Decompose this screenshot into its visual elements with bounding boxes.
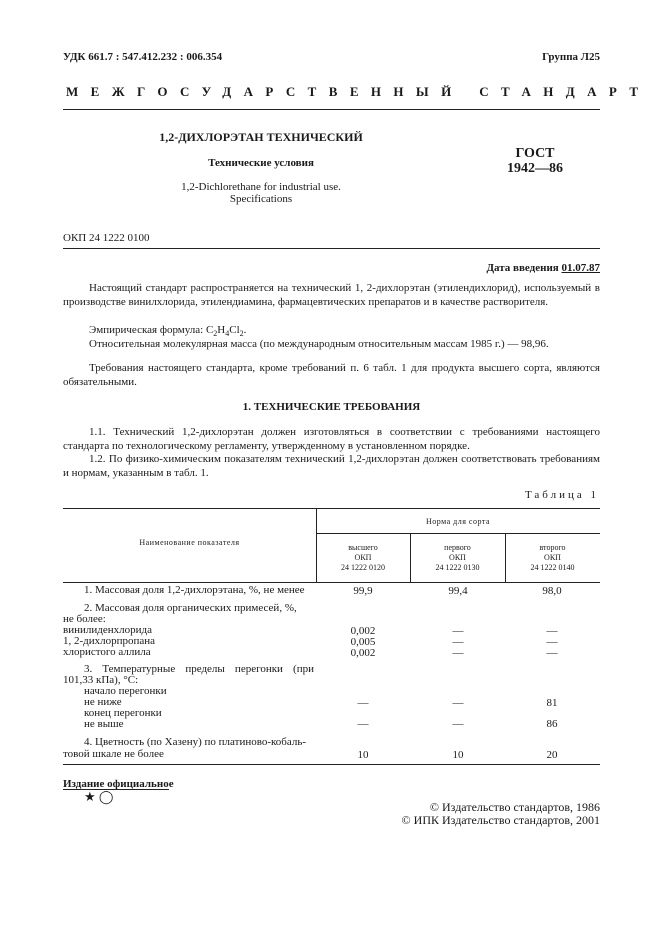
english-title-line2: Specifications [229, 193, 293, 205]
table-row-2b-second: — [546, 636, 558, 648]
grade-premium-okp-label: ОКП [354, 553, 372, 562]
table-row-3b-name: конец перегонки [84, 707, 162, 719]
table-row-4-first: 10 [452, 749, 464, 761]
table-row-2a-second: — [546, 625, 558, 637]
table-row-3b-cond: не выше [84, 718, 124, 730]
table-row-2-line1: 2. Массовая доля органических примесей, %, [84, 602, 297, 614]
official-edition-underline [63, 789, 169, 790]
document-title: 1,2-ДИХЛОРЭТАН ТЕХНИЧЕСКИЙ [159, 130, 363, 144]
date-label: Дата введения [486, 262, 559, 274]
table-row-2b-name: 1, 2-дихлорпропана [63, 635, 156, 647]
table-row-2a-premium: 0,002 [350, 625, 376, 637]
reprint-marks: ★ ◯ [84, 789, 114, 804]
formula-h: H [217, 324, 226, 336]
grade-second-header [505, 543, 600, 573]
date-value: 01.07.87 [561, 262, 600, 274]
grade-first-okp: 24 1222 0130 [435, 563, 480, 572]
section-heading: 1. ТЕХНИЧЕСКИЕ ТРЕБОВАНИЯ [242, 401, 421, 413]
table-row-3-line1: 3. Температурные пределы перегонки (при [84, 663, 314, 675]
grade-first-header [410, 543, 505, 573]
grade-premium-name: высшего [348, 543, 378, 552]
okp-code: ОКП 24 1222 0100 [63, 232, 150, 244]
document-subtitle: Технические условия [208, 157, 314, 169]
formula-c: C [205, 324, 214, 336]
title-rule [63, 248, 600, 249]
table-caption: Таблица 1 [524, 489, 599, 501]
table-row-2b-first: — [452, 636, 464, 648]
table-row-3a-second: 81 [546, 697, 558, 709]
formula-cl-sub: 2 [239, 329, 244, 339]
table-row-2c-name: хлористого аллила [63, 646, 151, 658]
table-header-name: Наименование показателя [139, 538, 240, 547]
copyright-1986: © Издательство стандартов, 1986 [429, 800, 600, 814]
grade-first-name: первого [444, 543, 471, 552]
grade-premium-okp: 24 1222 0120 [341, 563, 385, 572]
standard-banner: МЕЖГОСУДАРСТВЕННЫЙ СТАНДАРТ [66, 84, 651, 99]
table-row-1-second: 98,0 [542, 585, 562, 597]
molecular-mass-paragraph: Относительная молекулярная масса (по международным относительным массам 1985 г.) — 98,96. [89, 338, 549, 350]
table-row-3a-cond: не ниже [84, 696, 122, 708]
official-edition: Издание официальное [63, 778, 174, 790]
table-row-4-line2: товой шкале не более [63, 748, 164, 760]
clause-1-2: 1.2. По физико-химическим показателям технический 1,2-дихлорэтан должен соответствовать требованиям и нормам, указанным в табл. 1. [63, 453, 600, 479]
clause-1-1: 1.1. Технический 1,2-дихлорэтан должен изготовляться в соответствии с требованиями настоящего стандарта по технологическому регламенту, утвержденному в установленном порядке. [63, 426, 600, 452]
formula-end: . [243, 324, 247, 336]
copyright-2001: © ИПК Издательство стандартов, 2001 [401, 813, 600, 827]
table-row-3a-premium: — [357, 697, 369, 709]
table-row-4-second: 20 [546, 749, 558, 761]
formula-c-sub: 2 [213, 329, 218, 339]
formula-label: Эмпирическая формула: [89, 324, 206, 336]
gost-number: 1942—86 [507, 161, 563, 176]
grade-second-name: второго [539, 543, 566, 552]
table-row-3a-first: — [452, 697, 464, 709]
table-row-2-line2: не более: [63, 613, 106, 625]
grade-premium-header [316, 543, 410, 573]
grade-first-okp-label: ОКП [449, 553, 466, 562]
grade-second-okp: 24 1222 0140 [530, 563, 575, 572]
formula-line [89, 324, 246, 338]
table-row-3b-first: — [452, 718, 464, 730]
table-group-rule [316, 533, 600, 534]
table-row-3-line2: 101,33 кПа), °С: [63, 674, 139, 686]
introduction-date [486, 262, 600, 274]
gost-label: ГОСТ [515, 146, 555, 161]
table-row-1-first: 99,4 [448, 585, 468, 597]
table-row-4-premium: 10 [357, 749, 369, 761]
english-title-line1: 1,2-Dichlorethane for industrial use. [181, 181, 341, 193]
table-bottom-rule [63, 764, 600, 765]
table-row-3b-premium: — [357, 718, 369, 730]
table-row-2a-first: — [452, 625, 464, 637]
grade-second-okp-label: ОКП [544, 553, 561, 562]
table-row-1-name: 1. Массовая доля 1,2-дихлорэтана, %, не менее [84, 584, 305, 596]
table-header-rule [63, 582, 600, 583]
table-row-4-line1: 4. Цветность (по Хазену) по платиново-кобаль- [84, 736, 307, 748]
formula-cl: Cl [229, 324, 240, 336]
mandatory-paragraph: Требования настоящего стандарта, кроме требований п. 6 табл. 1 для продукта высшего сорта, являются обязательными. [63, 362, 600, 388]
table-row-1-premium: 99,9 [353, 585, 373, 597]
header-rule [63, 109, 600, 110]
table-row-2b-premium: 0,005 [350, 636, 376, 648]
formula-h-sub: 4 [225, 329, 230, 339]
table-row-3a-name: начало перегонки [84, 685, 167, 697]
scope-paragraph: Настоящий стандарт распространяется на технический 1, 2-дихлорэтан (этилендихлорид), используемый в производстве винилхлорида, этилендиамина, фармацевтических препаратов и в качестве растворителя. [63, 282, 600, 308]
table-row-3b-second: 86 [546, 718, 558, 730]
table-row-2a-name: винилиденхлорида [63, 624, 152, 636]
table-row-2c-second: — [546, 647, 558, 659]
table-row-2c-first: — [452, 647, 464, 659]
udk-code: УДК 661.7 : 547.412.232 : 006.354 [63, 51, 223, 63]
group-code: Группа Л25 [542, 51, 600, 63]
table-header-group: Норма для сорта [425, 517, 491, 526]
table-top-rule [63, 508, 600, 509]
table-row-2c-premium: 0,002 [350, 647, 376, 659]
